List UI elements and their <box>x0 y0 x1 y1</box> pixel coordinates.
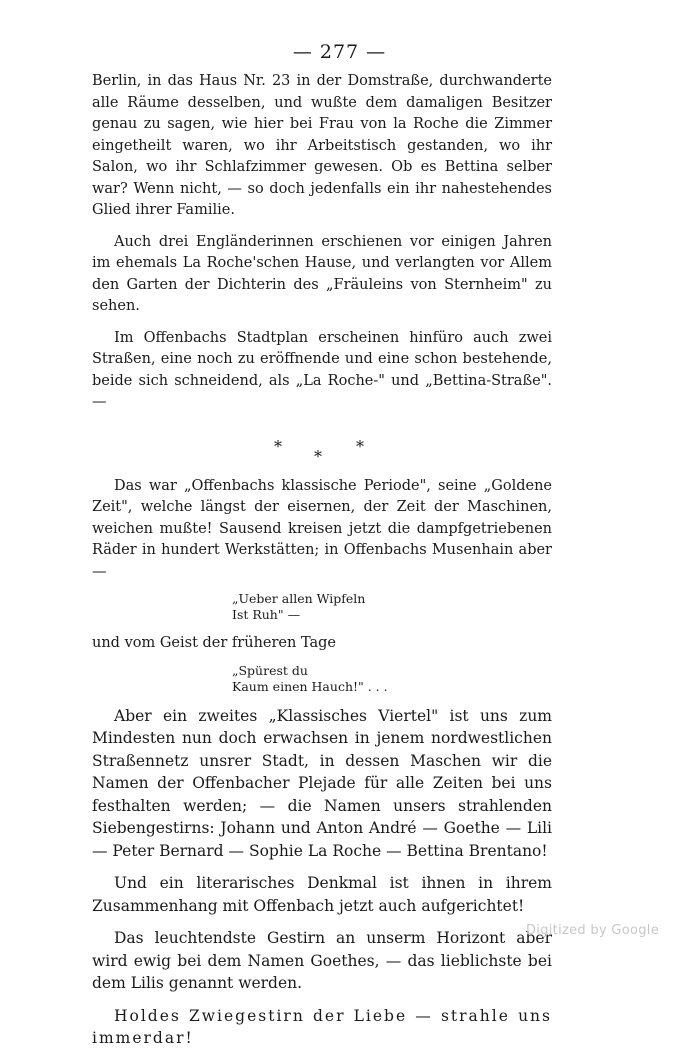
separator-star-2: * <box>314 446 322 466</box>
paragraph-4: Das war „Offenbachs klassische Periode", seine „Goldene Zeit", welche längst der eisernen, der Zeit der Maschinen, weichen mußte! Sausend kreisen jetzt die dampfgetriebenen Räder in hundert Werkstätten; in Offenbachs Musenhain aber — <box>92 477 552 580</box>
poem-quote-2 <box>92 663 552 695</box>
page-body <box>92 71 552 1050</box>
quote-1-line-2: Ist Ruh" — <box>232 607 301 622</box>
paragraph-2: Auch drei Engländerinnen erschienen vor einigen Jahren im ehemals La Roche'schen Hause, und verlangten vor Allem den Garten der Dichterin des „Fräuleins von Sternheim" zu sehen. <box>92 233 552 314</box>
section-separator <box>92 432 552 476</box>
separator-star-3: * <box>356 436 364 456</box>
poem-quote-1 <box>92 591 552 623</box>
paragraph-3: Im Offenbachs Stadtplan erscheinen hinfüro auch zwei Straßen, eine noch zu eröffnende und eine schon bestehende, beide sich schneidend, als „La Roche-" und „Bettina-Straße". — <box>92 329 552 410</box>
paragraph-5: und vom Geist der früheren Tage <box>92 635 337 651</box>
paragraph-8: Das leuchtendste Gestirn an unserm Horizont aber wird ewig bei dem Namen Goethes, — das lieblichste bei dem Lilis genannt werden. <box>92 929 552 992</box>
quote-2-line-2: Kaum einen Hauch!" . . . <box>232 678 388 694</box>
digitized-watermark: Digitized by Google <box>526 923 660 938</box>
paragraph-6: Aber ein zweites „Klassisches Viertel" ist uns zum Mindesten nun doch erwachsen in jenem nordwestlichen Straßennetz unsrer Stadt, in dessen Maschen wir die Namen der Offenbacher Plejade für alle Zeiten bei uns festhalten werden; — die Namen unsers strahlenden Siebengestirns: Johann und Anton André — Goethe — Lili — Peter Bernard — Sophie La Roche — Bettina Brentano! <box>92 706 552 860</box>
paragraph-7: Und ein literarisches Denkmal ist ihnen in ihrem Zusammenhang mit Offenbach jetzt auch aufgerichtet! <box>92 874 552 915</box>
paragraph-1: Berlin, in das Haus Nr. 23 in der Domstraße, durchwanderte alle Räume desselben, und wußte dem damaligen Besitzer genau zu sagen, wie hier bei Frau von la Roche die Zimmer eingetheilt waren, wo ihr Arbeitstisch gestanden, wo ihr Salon, wo ihr Schlafzimmer gewesen. Ob es Bettina selber war? Wenn nicht, — so doch jedenfalls ein ihr nahestehendes Glied ihrer Familie. <box>92 73 552 218</box>
quote-1-line-1: „Ueber allen Wipfeln <box>232 591 366 606</box>
separator-star-1: * <box>274 436 282 456</box>
page-number: — 277 — <box>292 41 387 63</box>
paragraph-9: Holdes Zwiegestirn der Liebe — strahle uns immerdar! <box>92 1006 552 1047</box>
quote-2-line-1: „Spürest du <box>232 662 308 678</box>
